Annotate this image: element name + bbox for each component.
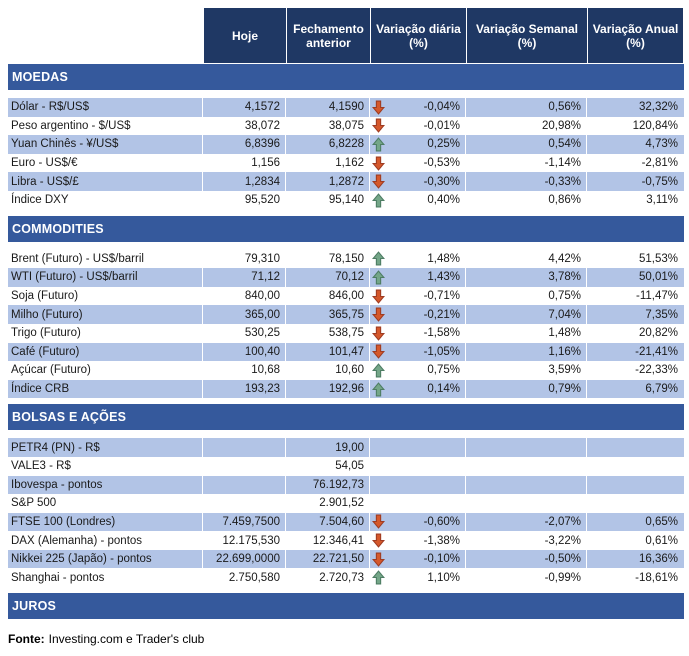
instrument-name: WTI (Futuro) - US$/barril [8, 268, 203, 287]
variacao-anual-value: 120,84% [632, 119, 678, 132]
fechamento-anterior-value: 78,150 [286, 250, 370, 269]
variacao-diaria-cell [370, 550, 466, 569]
down-arrow-icon [372, 307, 385, 322]
instrument-name: Peso argentino - $/US$ [8, 117, 203, 136]
down-arrow-icon [372, 344, 385, 359]
variacao-anual-value [587, 457, 683, 476]
up-arrow-icon [372, 270, 385, 285]
variacao-anual-value: -21,41% [635, 345, 678, 358]
variacao-diaria-value: -0,60% [423, 515, 460, 528]
variacao-semanal-value: 3,59% [466, 361, 587, 380]
up-arrow-icon [372, 382, 385, 397]
variacao-semanal-value: 0,56% [466, 98, 587, 117]
instrument-name: Nikkei 225 (Japão) - pontos [8, 550, 203, 569]
variacao-semanal-value: 20,98% [466, 117, 587, 136]
variacao-anual-value: 3,11% [646, 194, 678, 207]
fechamento-anterior-value: 12.346,41 [286, 531, 370, 550]
variacao-diaria-value: 0,75% [427, 364, 460, 377]
down-arrow-icon [372, 174, 385, 189]
variacao-diaria-value: -1,38% [423, 534, 460, 547]
variacao-anual-value: 0,65% [645, 515, 678, 528]
instrument-name: Índice CRB [8, 380, 203, 399]
variacao-semanal-value: 1,16% [466, 343, 587, 362]
fechamento-anterior-value: 2.901,52 [286, 494, 370, 513]
hoje-value: 840,00 [203, 287, 286, 306]
column-header-variacao-anual: Variação Anual (%) [587, 8, 683, 63]
instrument-name: DAX (Alemanha) - pontos [8, 531, 203, 550]
hoje-value: 71,12 [203, 268, 286, 287]
variacao-semanal-value: 4,42% [466, 250, 587, 269]
variacao-semanal-value [466, 476, 587, 495]
hoje-value: 7.459,7500 [203, 513, 286, 532]
column-header-hoje: Hoje [203, 8, 286, 63]
table-row [8, 550, 684, 569]
fechamento-anterior-value: 22.721,50 [286, 550, 370, 569]
hoje-value: 6,8396 [203, 135, 286, 154]
variacao-anual-value [587, 494, 683, 513]
variacao-diaria-cell [370, 494, 466, 513]
table-row [8, 494, 684, 513]
hoje-value: 365,00 [203, 305, 286, 324]
instrument-name: S&P 500 [8, 494, 203, 513]
variacao-diaria-value: 1,10% [427, 571, 460, 584]
variacao-diaria-value: -0,04% [423, 101, 460, 114]
variacao-diaria-cell [370, 568, 466, 587]
table-row [8, 117, 684, 136]
fechamento-anterior-value: 70,12 [286, 268, 370, 287]
down-arrow-icon [372, 289, 385, 304]
fechamento-anterior-value: 1,2872 [286, 172, 370, 191]
up-arrow-icon [372, 570, 385, 585]
variacao-diaria-cell [370, 361, 466, 380]
source-text: Investing.com e Trader's club [48, 632, 205, 647]
table-row [8, 268, 684, 287]
variacao-anual-value [587, 476, 683, 495]
variacao-semanal-value: -1,14% [466, 154, 587, 173]
variacao-diaria-cell [370, 172, 466, 191]
down-arrow-icon [372, 533, 385, 548]
variacao-diaria-value: -0,30% [423, 175, 460, 188]
section-header-juros: JUROS [8, 593, 684, 619]
table-row [8, 135, 684, 154]
variacao-anual-value: 20,82% [638, 327, 678, 340]
variacao-diaria-value: -1,58% [423, 327, 460, 340]
source-note [8, 632, 684, 646]
table-row [8, 305, 684, 324]
table-row [8, 343, 684, 362]
instrument-name: Dólar - R$/US$ [8, 98, 203, 117]
variacao-semanal-value: -3,22% [466, 531, 587, 550]
variacao-diaria-cell [370, 476, 466, 495]
hoje-value: 10,68 [203, 361, 286, 380]
hoje-value: 530,25 [203, 324, 286, 343]
variacao-diaria-cell [370, 457, 466, 476]
table-row [8, 568, 684, 587]
variacao-diaria-value: -0,71% [423, 290, 460, 303]
table-row [8, 154, 684, 173]
variacao-diaria-value: -0,53% [423, 157, 460, 170]
fechamento-anterior-value: 365,75 [286, 305, 370, 324]
variacao-diaria-cell [370, 154, 466, 173]
hoje-value: 1,2834 [203, 172, 286, 191]
variacao-diaria-cell [370, 343, 466, 362]
instrument-name: Ibovespa - pontos [8, 476, 203, 495]
down-arrow-icon [372, 100, 385, 115]
variacao-diaria-value: -0,10% [423, 553, 460, 566]
table-row [8, 513, 684, 532]
instrument-name: Açúcar (Futuro) [8, 361, 203, 380]
variacao-diaria-value: 0,40% [427, 194, 460, 207]
variacao-anual-value: 7,35% [645, 308, 678, 321]
variacao-diaria-value: 1,48% [427, 252, 460, 265]
table-row [8, 172, 684, 191]
instrument-name: Milho (Futuro) [8, 305, 203, 324]
variacao-anual-value: -0,75% [641, 175, 678, 188]
fechamento-anterior-value: 1,162 [286, 154, 370, 173]
variacao-semanal-value: 0,54% [466, 135, 587, 154]
table-header [8, 8, 684, 63]
hoje-value: 2.750,580 [203, 568, 286, 587]
column-header-fechamento-anterior: Fechamento anterior [286, 8, 370, 63]
instrument-name: VALE3 - R$ [8, 457, 203, 476]
column-header-empty [8, 8, 203, 63]
instrument-name: Café (Futuro) [8, 343, 203, 362]
fechamento-anterior-value: 101,47 [286, 343, 370, 362]
variacao-semanal-value: -0,33% [466, 172, 587, 191]
fechamento-anterior-value: 38,075 [286, 117, 370, 136]
up-arrow-icon [372, 193, 385, 208]
variacao-anual-value [587, 438, 683, 457]
hoje-value: 79,310 [203, 250, 286, 269]
section-gap [8, 242, 684, 250]
source-label: Fonte: [8, 632, 45, 647]
table-row [8, 438, 684, 457]
variacao-diaria-cell [370, 135, 466, 154]
variacao-semanal-value: -2,07% [466, 513, 587, 532]
variacao-diaria-cell [370, 305, 466, 324]
variacao-diaria-cell [370, 531, 466, 550]
table-row [8, 531, 684, 550]
variacao-diaria-value: 0,14% [427, 383, 460, 396]
variacao-anual-value: -11,47% [636, 290, 678, 303]
instrument-name: Shanghai - pontos [8, 568, 203, 587]
down-arrow-icon [372, 118, 385, 133]
variacao-anual-value: 0,61% [645, 534, 678, 547]
table [8, 8, 684, 646]
table-body [8, 64, 684, 619]
hoje-value: 193,23 [203, 380, 286, 399]
variacao-diaria-value: -1,05% [423, 345, 460, 358]
table-row [8, 191, 684, 210]
variacao-anual-value: 50,01% [638, 271, 678, 284]
instrument-name: Soja (Futuro) [8, 287, 203, 306]
up-arrow-icon [372, 137, 385, 152]
instrument-name: Índice DXY [8, 191, 203, 210]
instrument-name: FTSE 100 (Londres) [8, 513, 203, 532]
variacao-diaria-cell [370, 98, 466, 117]
section-header-commodities: COMMODITIES [8, 216, 684, 242]
down-arrow-icon [372, 326, 385, 341]
down-arrow-icon [372, 552, 385, 567]
column-header-variacao-semanal: Variação Semanal (%) [466, 8, 587, 63]
variacao-anual-value: 6,79% [645, 383, 678, 396]
variacao-anual-value: -22,33% [635, 364, 678, 377]
fechamento-anterior-value: 19,00 [286, 438, 370, 457]
variacao-anual-value: 51,53% [638, 252, 678, 265]
variacao-diaria-cell [370, 324, 466, 343]
up-arrow-icon [372, 251, 385, 266]
hoje-value [203, 438, 286, 457]
fechamento-anterior-value: 538,75 [286, 324, 370, 343]
variacao-anual-value: -2,81% [641, 157, 678, 170]
fechamento-anterior-value: 54,05 [286, 457, 370, 476]
table-row [8, 457, 684, 476]
hoje-value: 100,40 [203, 343, 286, 362]
section-gap [8, 430, 684, 438]
variacao-semanal-value [466, 494, 587, 513]
variacao-semanal-value: -0,99% [466, 568, 587, 587]
variacao-diaria-cell [370, 191, 466, 210]
variacao-diaria-value: -0,01% [423, 119, 460, 132]
table-row [8, 98, 684, 117]
section-header-bolsas-e-acoes: BOLSAS E AÇÕES [8, 404, 684, 430]
variacao-diaria-cell [370, 268, 466, 287]
variacao-diaria-value: -0,21% [423, 308, 460, 321]
variacao-diaria-cell [370, 117, 466, 136]
table-row [8, 250, 684, 269]
variacao-diaria-cell [370, 438, 466, 457]
variacao-semanal-value: 0,86% [466, 191, 587, 210]
hoje-value: 22.699,0000 [203, 550, 286, 569]
variacao-semanal-value: 0,75% [466, 287, 587, 306]
instrument-name: Brent (Futuro) - US$/barril [8, 250, 203, 269]
variacao-diaria-cell [370, 287, 466, 306]
variacao-semanal-value: 1,48% [466, 324, 587, 343]
down-arrow-icon [372, 514, 385, 529]
instrument-name: Trigo (Futuro) [8, 324, 203, 343]
hoje-value: 1,156 [203, 154, 286, 173]
table-row [8, 476, 684, 495]
hoje-value [203, 457, 286, 476]
instrument-name: PETR4 (PN) - R$ [8, 438, 203, 457]
variacao-diaria-cell [370, 380, 466, 399]
variacao-semanal-value: 0,79% [466, 380, 587, 399]
down-arrow-icon [372, 156, 385, 171]
table-row [8, 324, 684, 343]
variacao-semanal-value: 3,78% [466, 268, 587, 287]
hoje-value: 38,072 [203, 117, 286, 136]
fechamento-anterior-value: 10,60 [286, 361, 370, 380]
variacao-diaria-cell [370, 250, 466, 269]
instrument-name: Libra - US$/£ [8, 172, 203, 191]
variacao-diaria-value: 1,43% [427, 271, 460, 284]
column-header-variacao-diaria: Variação diária (%) [370, 8, 466, 63]
variacao-anual-value: -18,61% [635, 571, 678, 584]
section-gap [8, 90, 684, 98]
fechamento-anterior-value: 6,8228 [286, 135, 370, 154]
section-header-moedas: MOEDAS [8, 64, 684, 90]
variacao-semanal-value [466, 438, 587, 457]
variacao-anual-value: 16,36% [638, 553, 678, 566]
table-row [8, 380, 684, 399]
hoje-value: 12.175,530 [203, 531, 286, 550]
variacao-diaria-cell [370, 513, 466, 532]
hoje-value: 95,520 [203, 191, 286, 210]
instrument-name: Euro - US$/€ [8, 154, 203, 173]
table-row [8, 287, 684, 306]
fechamento-anterior-value: 95,140 [286, 191, 370, 210]
variacao-semanal-value [466, 457, 587, 476]
fechamento-anterior-value: 7.504,60 [286, 513, 370, 532]
variacao-semanal-value: 7,04% [466, 305, 587, 324]
hoje-value [203, 494, 286, 513]
variacao-anual-value: 32,32% [638, 101, 678, 114]
fechamento-anterior-value: 192,96 [286, 380, 370, 399]
hoje-value [203, 476, 286, 495]
instrument-name: Yuan Chinês - ¥/US$ [8, 135, 203, 154]
hoje-value: 4,1572 [203, 98, 286, 117]
fechamento-anterior-value: 2.720,73 [286, 568, 370, 587]
up-arrow-icon [372, 363, 385, 378]
variacao-anual-value: 4,73% [645, 138, 678, 151]
fechamento-anterior-value: 76.192,73 [286, 476, 370, 495]
fechamento-anterior-value: 4,1590 [286, 98, 370, 117]
fechamento-anterior-value: 846,00 [286, 287, 370, 306]
table-row [8, 361, 684, 380]
variacao-semanal-value: -0,50% [466, 550, 587, 569]
variacao-diaria-value: 0,25% [427, 138, 460, 151]
